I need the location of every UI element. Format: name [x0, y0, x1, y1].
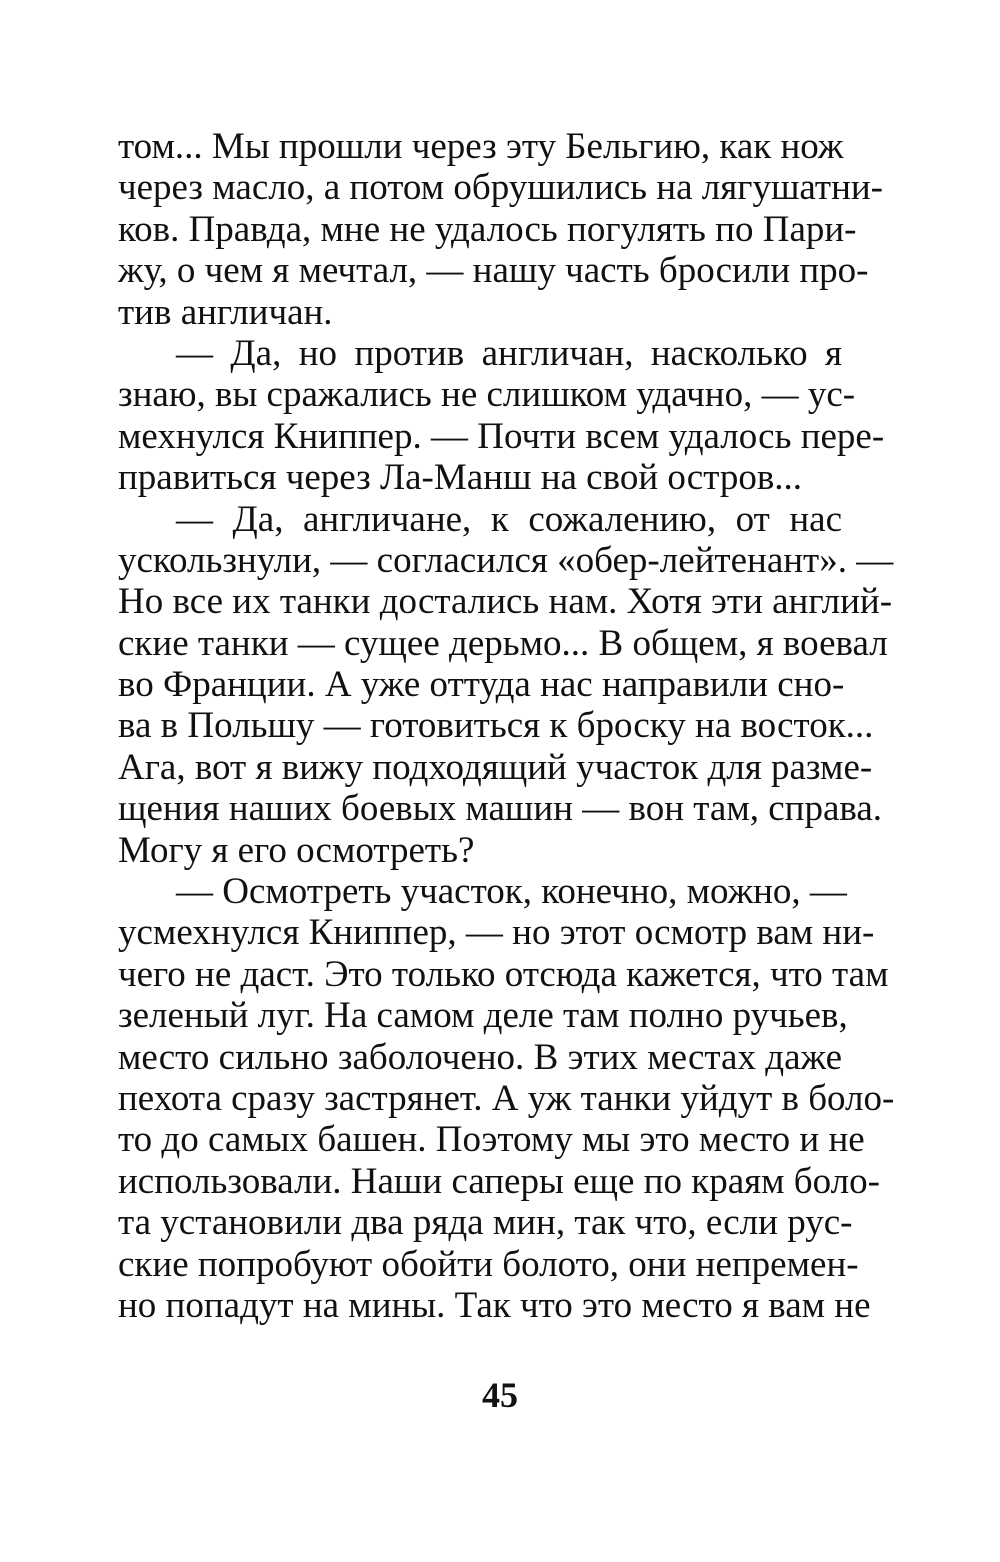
text-line: ские танки — сущее дерьмо... В общем, я воевал: [118, 622, 888, 664]
body-text: [118, 126, 895, 1326]
text-line: ков. Правда, мне не удалось погулять по Пари-: [118, 208, 857, 250]
text-line: во Франции. А уже оттуда нас направили сно-: [118, 664, 845, 706]
text-line: чего не даст. Это только отсюда кажется, что там: [118, 953, 889, 995]
text-line: жу, о чем я мечтал, — нашу часть бросили про-: [118, 250, 869, 292]
text-line: место сильно заболочено. В этих местах даже: [118, 1036, 842, 1078]
text-line: то до самых башен. Поэтому мы это место и не: [118, 1119, 865, 1161]
text-line: зеленый луг. На самом деле там полно ручьев,: [118, 995, 848, 1037]
text-line: ускользнули, — согласился «обер-лейтенант». —: [118, 539, 894, 581]
text-line: мехнулся Книппер. — Почти всем удалось пере-: [118, 415, 885, 457]
text-line: но попадут на мины. Так что это место я вам не: [118, 1284, 871, 1326]
text-line: через масло, а потом обрушились на лягушатни-: [118, 167, 883, 209]
text-line: ва в Польшу — готовиться к броску на восток...: [118, 705, 874, 747]
text-line: правиться через Ла-Манш на свой остров...: [118, 457, 803, 499]
text-line: том... Мы прошли через эту Бельгию, как нож: [118, 126, 844, 167]
text-line: Но все их танки достались нам. Хотя эти англий-: [118, 581, 893, 623]
text-line: усмехнулся Книппер, — но этот осмотр вам ни-: [118, 912, 875, 954]
text-line: та установили два ряда мин, так что, если рус-: [118, 1202, 853, 1244]
text-line: Ага, вот я вижу подходящий участок для разме-: [118, 746, 873, 788]
text-line: пехота сразу застрянет. А уж танки уйдут в боло-: [118, 1077, 895, 1119]
text-line: использовали. Наши саперы еще по краям боло-: [118, 1160, 880, 1202]
text-line: щения наших боевых машин — вон там, справа.: [118, 788, 883, 830]
text-line: тив англичан.: [118, 291, 333, 333]
text-line: — Да, англичане, к сожалению, от нас: [176, 498, 842, 540]
text-line: — Осмотреть участок, конечно, можно, —: [176, 871, 847, 913]
page-number: 45: [482, 1375, 518, 1415]
text-line: ские попробуют обойти болото, они непремен-: [118, 1243, 859, 1285]
text-line: — Да, но против англичан, насколько я: [176, 332, 842, 374]
text-line: Могу я его осмотреть?: [118, 829, 475, 871]
text-line: знаю, вы сражались не слишком удачно, — ус-: [118, 374, 856, 416]
